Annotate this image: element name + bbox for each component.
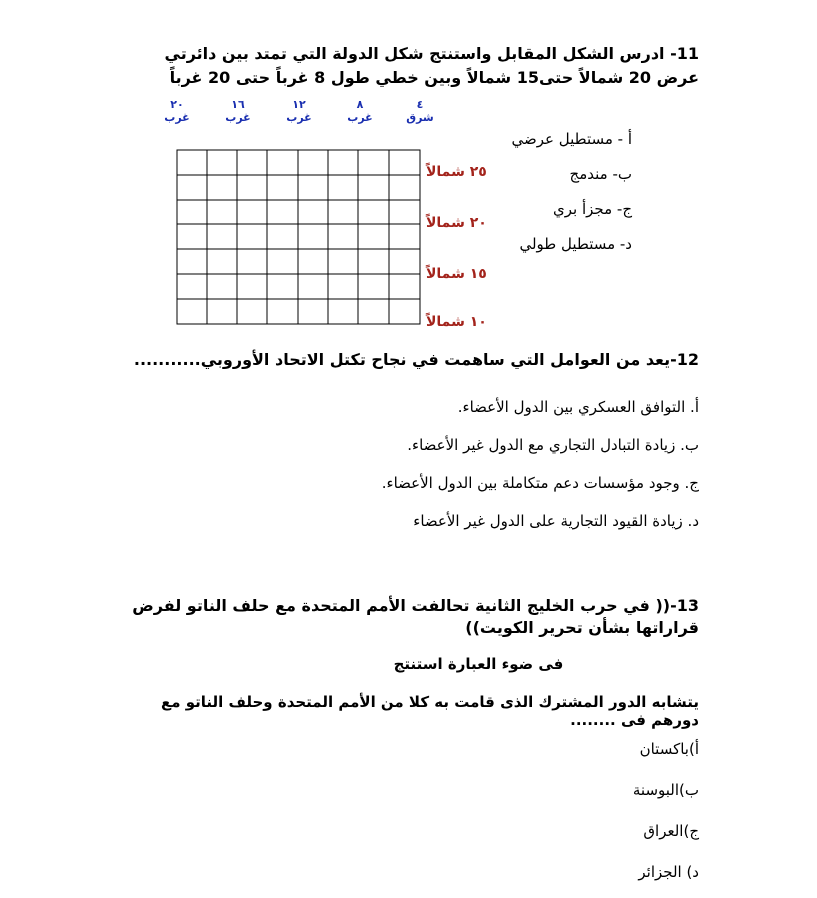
latitude-label: ١٠ شمالاً [426,314,487,330]
latitude-label: ٢٥ شمالاً [426,164,487,180]
longitude-label: ٢٠ غرب [164,98,190,124]
question-11-options [412,122,632,262]
longitude-label: ٨ غرب [347,98,373,124]
option-b[interactable]: ب- مندمج [569,165,632,183]
question-13-subtitle-row [0,655,817,673]
latitude-label: ١٥ شمالاً [426,266,487,282]
longitude-label: ١٦ غرب [225,98,251,124]
longitude-label: ١٢ غرب [286,98,312,124]
question-13-subtitle: فى ضوء العبارة استنتج [393,655,564,673]
option-b[interactable]: ب)البوسنة [632,781,699,799]
option-d[interactable]: د. زيادة القيود التجارية على الدول غير الأعضاء [413,512,699,530]
option-a[interactable]: أ)باكستان [639,740,699,758]
option-c[interactable]: ج- مجزأ بري [553,200,632,218]
option-a[interactable]: أ. التوافق العسكري بين الدول الأعضاء. [457,398,699,416]
latitude-label: ٢٠ شمالاً [426,215,487,231]
longitude-label: ٤ شرق [406,98,434,124]
option-c[interactable]: ج. وجود مؤسسات دعم متكاملة بين الدول الأعضاء. [381,474,699,492]
question-13-title: 13-(( في حرب الخليج الثانية تحالفت الأمم المتحدة مع حلف الناتو لفرض قراراتها بشأن تحرير الكويت)) [132,596,699,637]
option-d[interactable]: د- مستطيل طولي [519,235,632,253]
question-13-prompt: يتشابه الدور المشترك الذى قامت به كلا من الأمم المتحدة وحلف الناتو مع دورهم فى ........ [160,693,699,729]
question-13-options [399,734,699,898]
option-a[interactable]: أ - مستطيل عرضي [511,130,632,148]
question-12-options [99,392,699,544]
option-d[interactable]: د) الجزائر [638,863,699,881]
question-12-title: 12-يعد من العوامل التي ساهمت في نجاح تكتل الاتحاد الأوروبي........... [133,350,699,369]
option-b[interactable]: ب. زيادة التبادل التجاري مع الدول غير الأعضاء. [407,436,699,454]
question-11-title: 11- ادرس الشكل المقابل واستنتج شكل الدولة التي تمتد بين دائرتي عرض 20 شمالاً حتى15 شمالاً وبين خطي طول 8 غرباً حتى 20 غرباً [164,44,699,87]
option-c[interactable]: ج)العراق [643,822,699,840]
